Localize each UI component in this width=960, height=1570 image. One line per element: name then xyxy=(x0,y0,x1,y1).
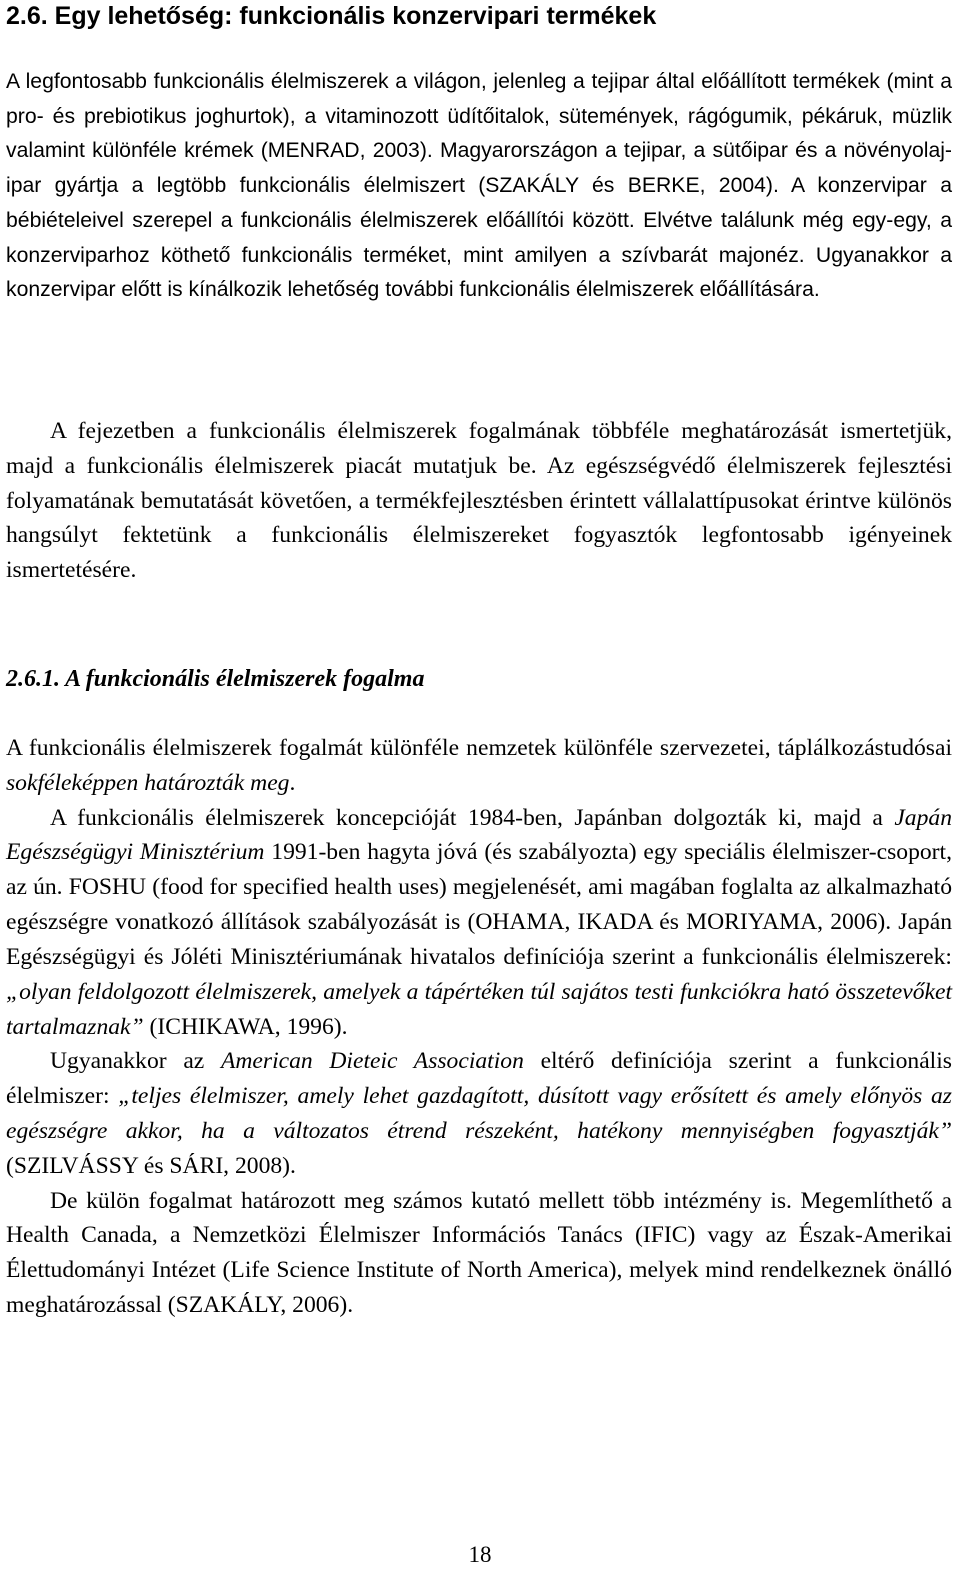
p1-text-a: A funkcionális élelmiszerek fogalmát különféle nemzetek különféle szervezetei, táplálkozástudósai xyxy=(6,735,952,761)
p2-text-e: (ICHIKAWA, 1996). xyxy=(143,1013,348,1040)
definition-paragraph-3 xyxy=(6,1044,952,1183)
p3-text-italic-quote: „teljes élelmiszer, amely lehet gazdagított, dúsított vagy erősített és amely előnyös az egészségre akkor, ha a változatos étrend részeként, hatékony mennyiségben fogyasztják” xyxy=(6,1083,952,1144)
intro-sentence-3: A konzervipar a bébiételeivel szerepel a funkcionális élelmiszerek előállítói között. xyxy=(6,174,952,232)
p3-text-a: Ugyanakkor az xyxy=(50,1048,221,1075)
p2-text-italic-ministry: Japán Egészségügyi Minisztérium xyxy=(6,804,952,866)
page-number: 18 xyxy=(468,1542,492,1567)
definition-paragraph-2 xyxy=(6,801,952,1045)
p2-text-c: 1991-ben hagyta jóvá (és szabályozta) egy speciális élelmiszer-csoport, az ún. FOSHU (food for specified health uses) megjelenését, ami magában foglalta az alkalmazható egészségre vonatkozó állítások szabályozását is (OHAMA, IKADA és MORIYAMA, 2006). Japán Egészségügyi és Jóléti Minisztériumának hivatalos definíciója szerint a funkcionális élelmiszerek: xyxy=(6,839,952,970)
p1-text-italic: sokféleképpen határozták meg xyxy=(6,769,290,796)
definition-paragraph-4: De külön fogalmat határozott meg számos kutató mellett több intézmény is. Megemlíthető a Health Canada, a Nemzetközi Élelmiszer Információs Tanács (IFIC) vagy az Észak-Amerikai Élettudományi Intézet (Life Science Institute of North America), melyek mind rendelkeznek önálló meghatározással (SZAKÁLY, 2006). xyxy=(6,1187,952,1318)
section-heading: 2.6. Egy lehetőség: funkcionális konzervipari termékek xyxy=(6,2,657,30)
chapter-overview-block xyxy=(6,414,952,588)
p2-text-a: A funkcionális élelmiszerek koncepcióját 1984-ben, Japánban dolgozták ki, majd a xyxy=(50,804,895,831)
intro-sentence-5: Ugyanakkor a konzervipar előtt is kínálkozik lehetőség további funkcionális élelmiszerek előállítására. xyxy=(6,243,952,302)
intro-sentence-2: Magyarországon a tejipar, a sütőipar és a növényolaj-ipar gyártja a legtöbb funkcionális élelmiszert (SZAKÁLY és BERKE, 2004). xyxy=(6,139,952,198)
chapter-overview-paragraph xyxy=(6,414,952,588)
p2-text-italic-quote: „olyan feldolgozott élelmiszerek, amelyek a tápértéken túl sajátos testi funkciókra ható összetevőket tartalmaznak” xyxy=(6,978,952,1040)
intro-sentence-1: A legfontosabb funkcionális élelmiszerek a világon, jelenleg a tejipar által előállított termékek (mint a pro- és prebiotikus joghurtok), a vitaminozott üdítőitalok, sütemények, rágógumik, pékáruk, müzlik valamint különféle krémek (MENRAD, 2003). xyxy=(6,70,952,163)
subsection-heading: 2.6.1. A funkcionális élelmiszerek fogalma xyxy=(6,666,425,692)
intro-paragraph xyxy=(6,65,952,308)
p3-text-e: (SZILVÁSSY és SÁRI, 2008). xyxy=(6,1152,296,1179)
p3-text-italic-association: American Dieteic Association xyxy=(220,1048,524,1075)
definition-paragraph-1 xyxy=(6,731,952,801)
chapter-sentence-2: Az egészségvédő élelmiszerek fejlesztési folyamatának bemutatását követően, a termékfejlesztésben érintett vállalattípusokat érintve különös hangsúlyt fektetünk a funkcionális élelmiszereket fogyasztók legfontosabb igényeinek ismertetésére. xyxy=(6,452,952,584)
p1-text-c: . xyxy=(289,769,296,796)
subsection-body xyxy=(6,731,952,1323)
intro-sentence-4: Elvétve találunk még egy-egy, a konzerviparhoz köthető funkcionális terméket, mint amilyen a szívbarát majonéz. xyxy=(6,208,952,267)
intro-block xyxy=(6,65,952,308)
chapter-sentence-1: A fejezetben a funkcionális élelmiszerek fogalmának többféle meghatározását ismertetjük, majd a funkcionális élelmiszerek piacát mutatjuk be. xyxy=(6,418,952,479)
p3-text-c: eltérő definíciója szerint a funkcionális élelmiszer: xyxy=(6,1048,952,1110)
